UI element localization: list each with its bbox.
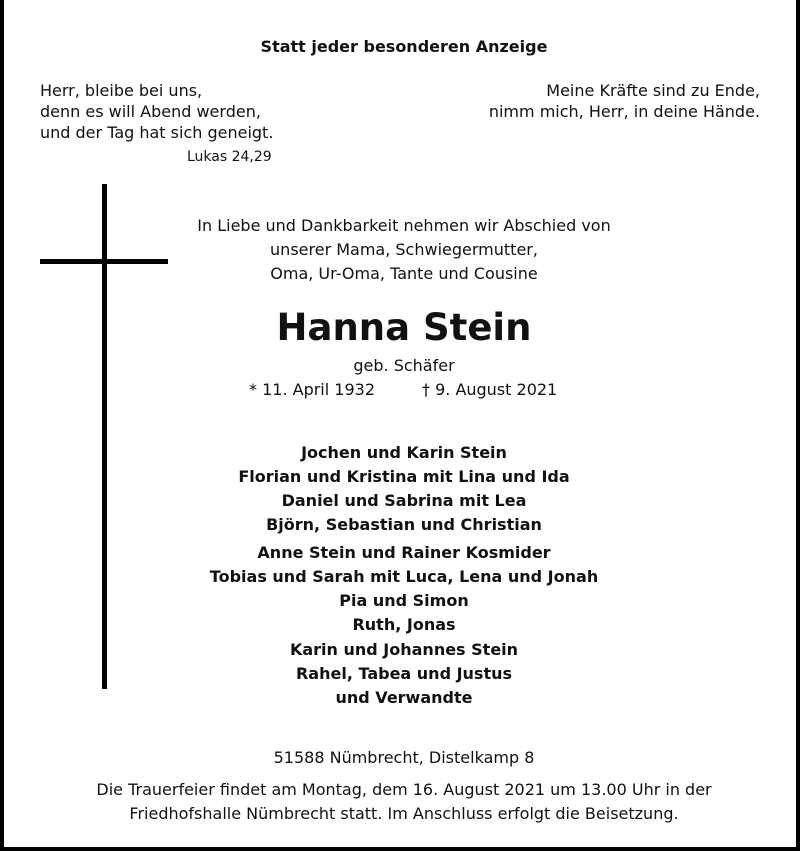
family-line: Ruth, Jonas [352,615,456,634]
family-line: Anne Stein und Rainer Kosmider [257,543,551,562]
family-group [104,541,704,637]
address: 51588 Nümbrecht, Distelkamp 8 [273,748,535,767]
verse-right [489,80,760,122]
family-line: Björn, Sebastian und Christian [266,515,542,534]
verse-left-line: denn es will Abend werden, [40,102,261,121]
family-line: Karin und Johannes Stein [289,640,519,659]
verse-left [40,80,273,143]
funeral-service-info [44,778,764,826]
family-group [104,441,704,537]
service-line: Die Trauerfeier findet am Montag, dem 16. August 2021 um 13.00 Uhr in der [96,780,712,799]
death-date: † 9. August 2021 [422,380,558,399]
family-line: Pia und Simon [339,591,469,610]
verse-left-line: und der Tag hat sich geneigt. [40,123,274,142]
deceased-name: Hanna Stein [276,306,532,349]
family-line: Florian und Kristina mit Lina und Ida [238,467,570,486]
verse-right-line: Meine Kräfte sind zu Ende, [546,81,760,100]
family-group [104,638,704,710]
family-line: Daniel und Sabrina mit Lea [281,491,527,510]
headline: Statt jeder besonderen Anzeige [260,37,548,56]
intro-line: Oma, Ur-Oma, Tante und Cousine [270,264,538,283]
verse-reference: Lukas 24,29 [187,149,272,165]
birth-date: * 11. April 1932 [249,380,375,399]
family-line: und Verwandte [335,688,473,707]
intro-text [104,214,704,286]
family-line: Tobias und Sarah mit Luca, Lena und Jonah [209,567,599,586]
intro-line: In Liebe und Dankbarkeit nehmen wir Abschied von [197,216,611,235]
family-line: Rahel, Tabea und Justus [295,664,513,683]
service-line: Friedhofshalle Nümbrecht statt. Im Anschluss erfolgt die Beisetzung. [129,804,679,823]
verse-left-line: Herr, bleibe bei uns, [40,81,203,100]
verse-right-line: nimm mich, Herr, in deine Hände. [488,102,760,121]
intro-line: unserer Mama, Schwiegermutter, [270,240,538,259]
maiden-name: geb. Schäfer [353,356,455,375]
family-line: Jochen und Karin Stein [301,443,507,462]
